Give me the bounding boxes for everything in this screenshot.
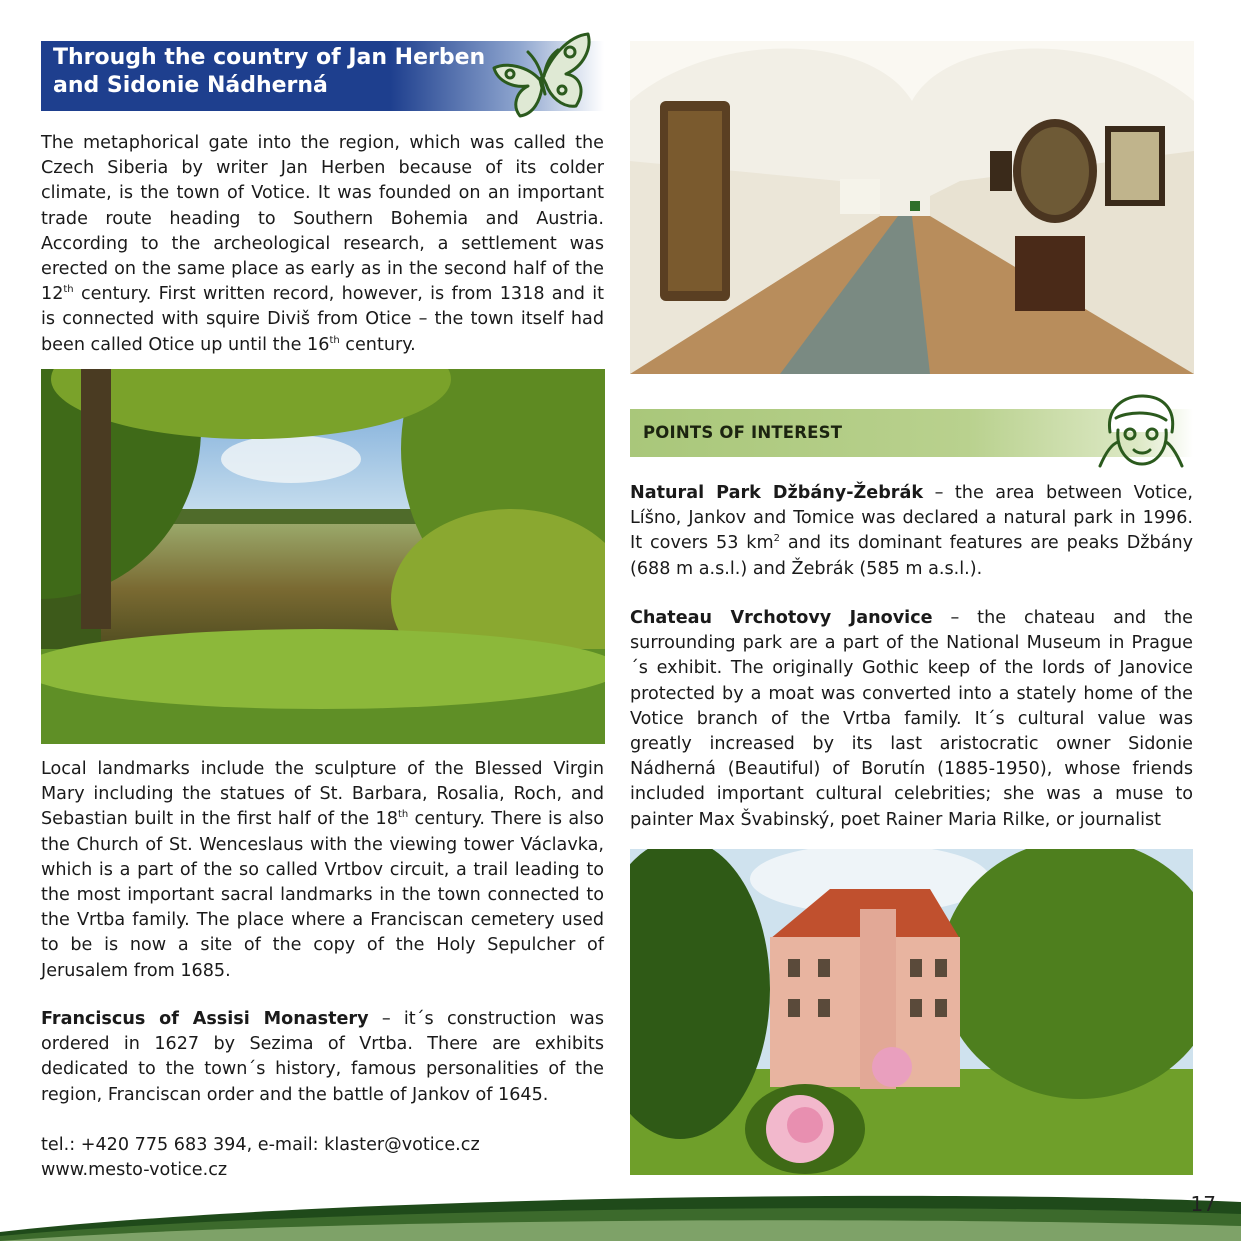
butterfly-icon bbox=[488, 28, 598, 120]
poi-heading: POINTS OF INTEREST bbox=[643, 423, 843, 442]
landmarks-text-2: century. There is also the Church of St. Wenceslaus with the viewing tower Václavka, which is a part of the so called Vrtbov circuit, a trail leading to the most important sacral landmarks in the town connected to the Vrtba family. The place where a Franciscan cemetery used to be is now a site of the copy of the Holy Sepulcher of Jerusalem from 1685. bbox=[41, 809, 604, 981]
park-name: Natural Park Džbány-Žebrák bbox=[630, 483, 924, 503]
intro-text-1: The metaphorical gate into the region, which was called the Czech Siberia by writer Jan Herben because of its colder climate, is the town of Votice. It was founded on an important trade route heading to Southern Bohemia and Austria. According to the archeological research, a settlement was erected on the same place as early as in the second half of the 12 bbox=[41, 133, 604, 305]
lake-photo bbox=[41, 369, 605, 744]
landmarks-sup: th bbox=[397, 809, 409, 821]
title-line-2: and Sidonie Nádherná bbox=[53, 73, 328, 98]
monastery-paragraph bbox=[41, 1007, 604, 1108]
chateau-text: – the chateau and the surrounding park are a part of the National Museum in Prague´s exhibit. The originally Gothic keep of the lords of Janovice protected by a moat was converted into a stately home of the Votice branch of the Vrtba family. It´s cultural value was greatly increased by its last aristocratic owner Sidonie Nádherná (Beautiful) of Borutín (1885-1950), whose friends included important cultural celebrities; she was a muse to painter Max Švabinský, poet Rainer Maria Rilke, or journalist bbox=[630, 608, 1193, 830]
intro-paragraph bbox=[41, 131, 604, 358]
landmarks-paragraph bbox=[41, 757, 604, 984]
intro-sup-2: th bbox=[329, 334, 340, 346]
child-face-icon bbox=[1096, 392, 1186, 470]
title-line-1: Through the country of Jan Herben bbox=[53, 45, 486, 70]
chateau-name: Chateau Vrchotovy Janovice bbox=[630, 608, 933, 628]
monastery-text: – it´s construction was ordered in 1627 by Sezima of Vrtba. There are exhibits dedicated to the town´s history, famous personalities of the region, Franciscan order and the battle of Jankov of 1645. bbox=[41, 1009, 604, 1105]
intro-text-3: century. bbox=[339, 334, 416, 355]
intro-sup-1: th bbox=[63, 284, 74, 296]
natural-park-paragraph bbox=[630, 481, 1193, 582]
intro-text-2: century. First written record, however, is from 1318 and it is connected with squire Diviš from Otice – the town itself had been called Otice up until the 16 bbox=[41, 284, 604, 355]
page-title bbox=[53, 44, 485, 100]
page-number: 17 bbox=[1190, 1192, 1216, 1216]
contact-block bbox=[41, 1133, 604, 1183]
park-sup: 2 bbox=[773, 533, 781, 545]
contact-website: www.mesto-votice.cz bbox=[41, 1160, 228, 1181]
monastery-name: Franciscus of Assisi Monastery bbox=[41, 1009, 369, 1029]
park-text-1: – the area between Votice, Líšno, Jankov and Tomice was declared a natural park in 1996. It covers 53 km bbox=[630, 483, 1193, 554]
chateau-paragraph bbox=[630, 606, 1193, 833]
park-text-2: and its dominant features are peaks Džbány (688 m a.s.l.) and Žebrák (585 m a.s.l.). bbox=[630, 533, 1194, 579]
chateau-photo bbox=[630, 849, 1193, 1175]
contact-phone-email: tel.: +420 775 683 394, e-mail: klaster@votice.cz bbox=[41, 1135, 480, 1155]
landmarks-text-1: Local landmarks include the sculpture of the Blessed Virgin Mary including the statues of St. Barbara, Rosalia, Roch, and Sebastian built in the first half of the 18 bbox=[41, 759, 604, 830]
footer-wave bbox=[0, 1188, 1241, 1241]
monastery-corridor-photo bbox=[630, 41, 1194, 374]
